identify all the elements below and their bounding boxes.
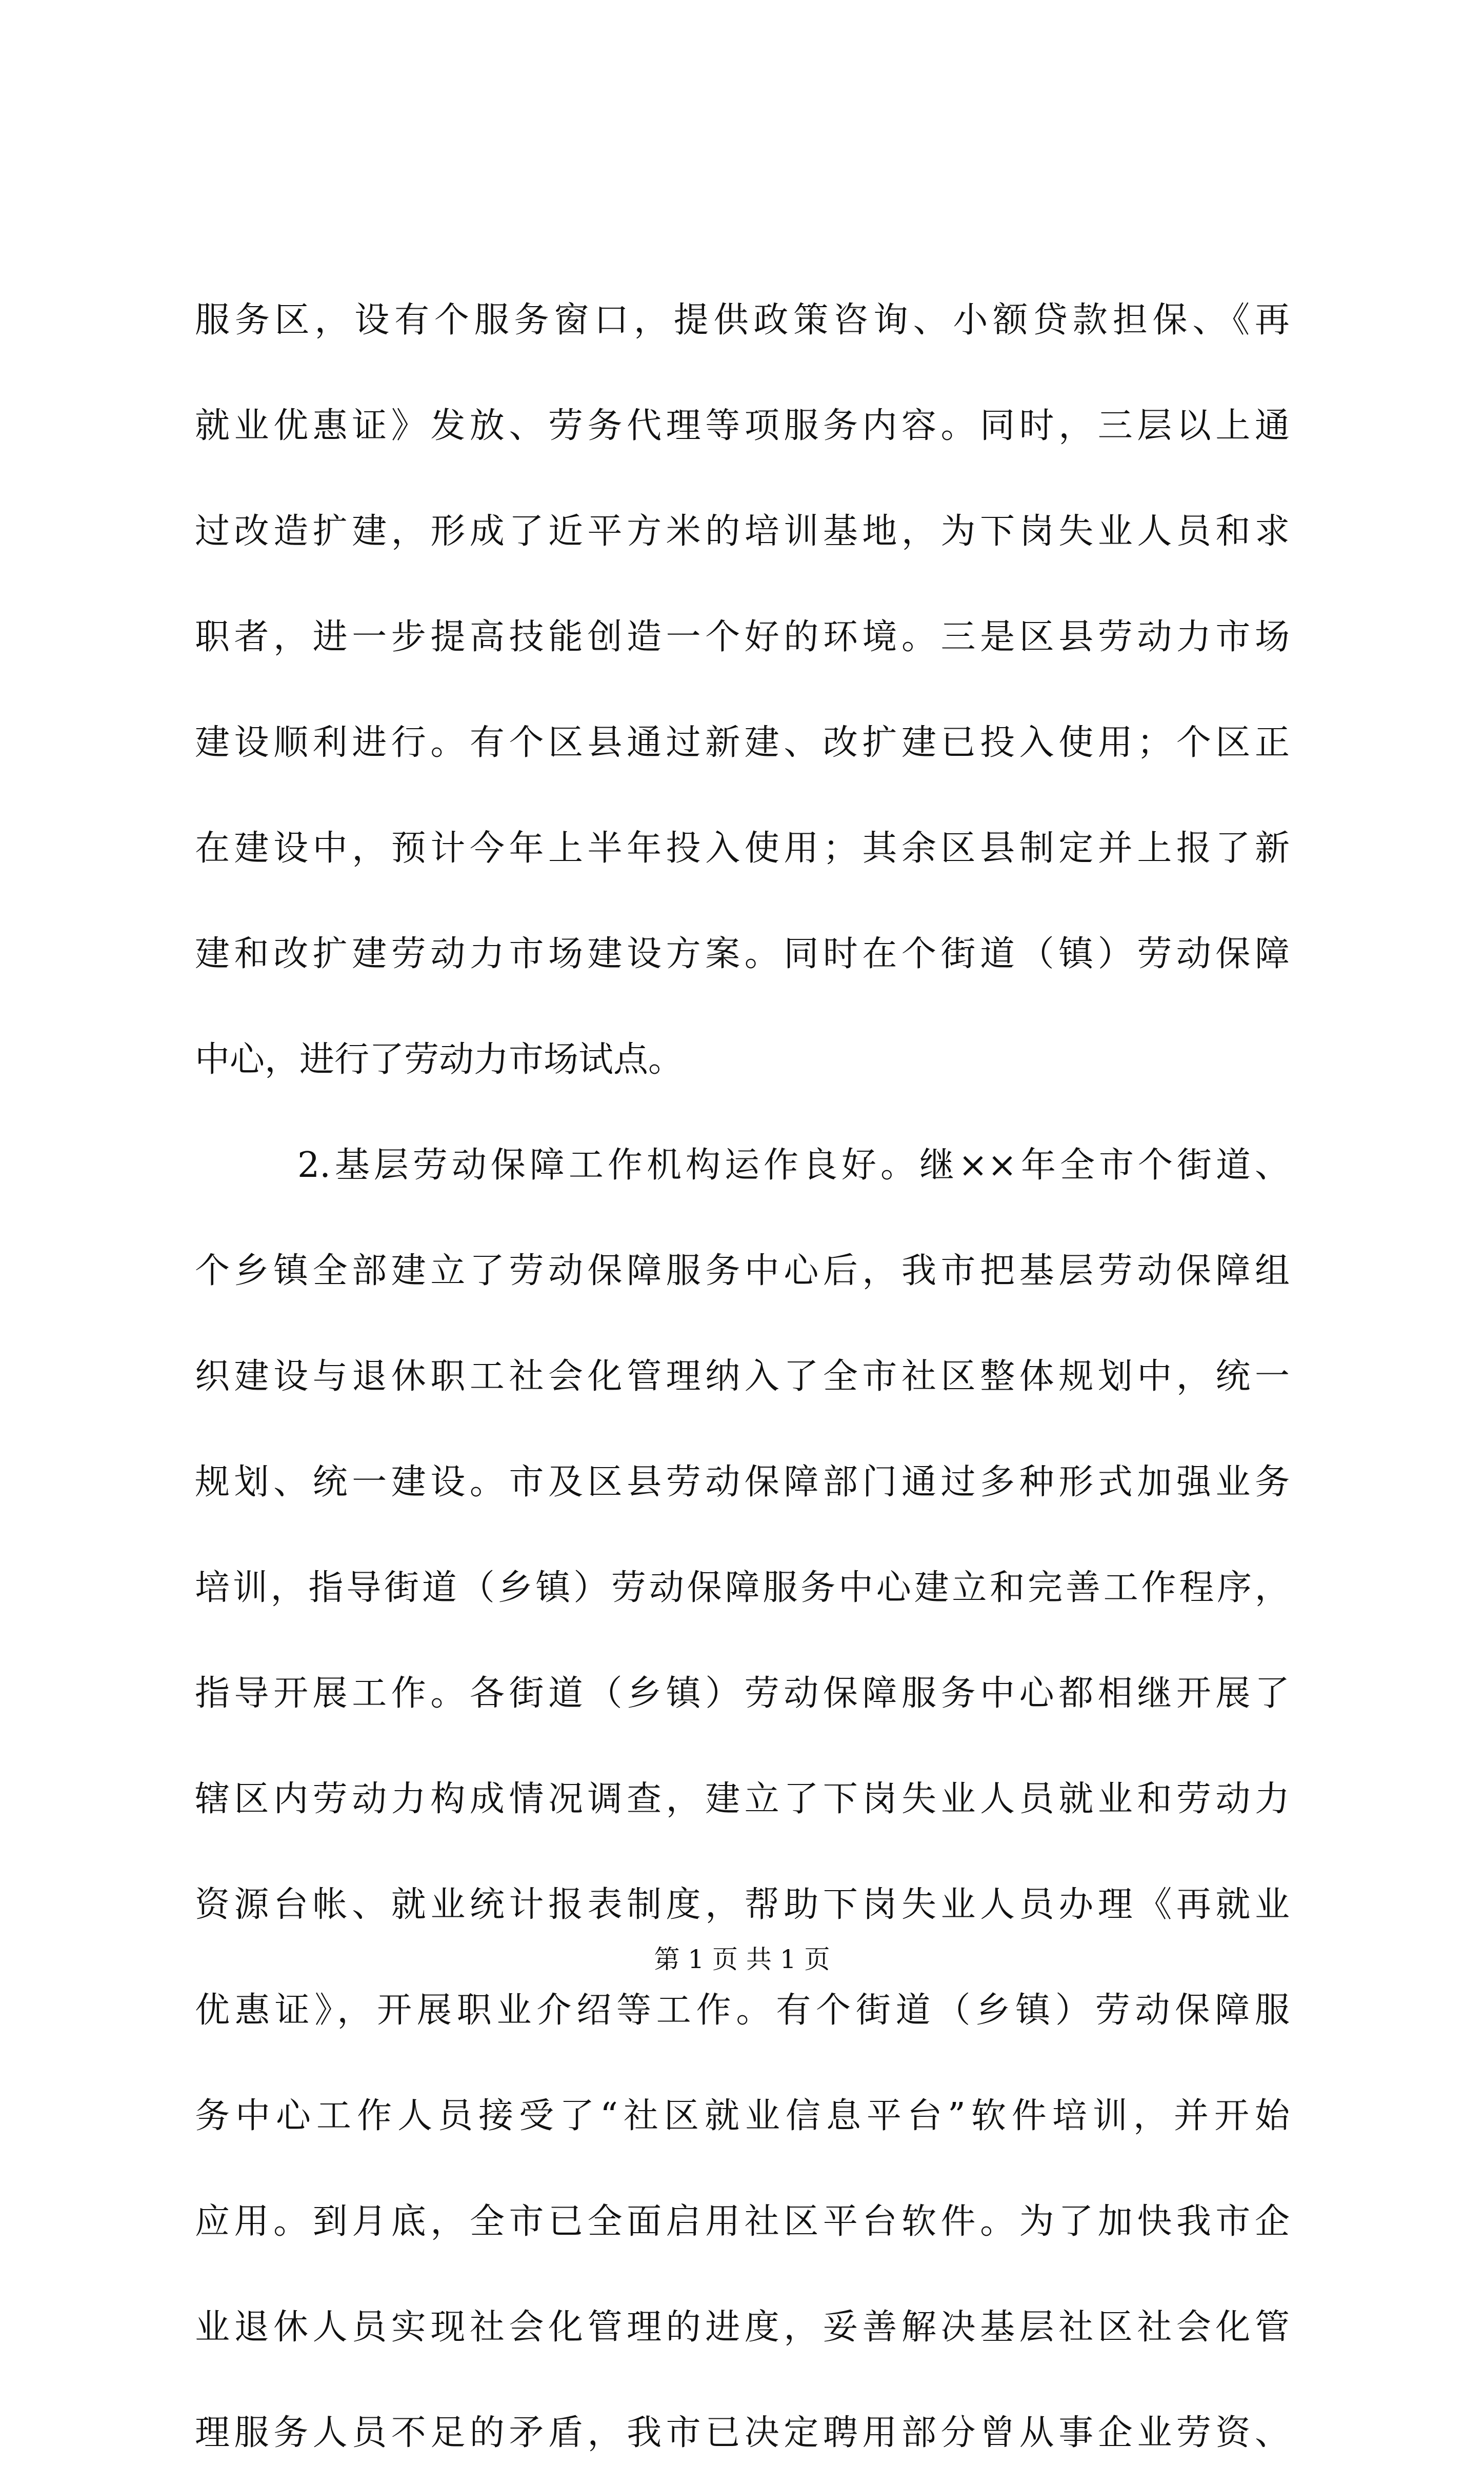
text-line: 职者，进一步提高技能创造一个好的环境。三是区县劳动力市场	[195, 617, 1290, 657]
body-text	[195, 268, 1290, 2486]
text-line: 业退休人员实现社会化管理的进度，妥善解决基层社区社会化管	[195, 2307, 1290, 2348]
text-line: 在建设中，预计今年上半年投入使用；其余区县制定并上报了新	[195, 828, 1290, 869]
page-footer	[0, 1941, 1484, 1977]
text-line: 就业优惠证》发放、劳务代理等项服务内容。同时，三层以上通	[195, 406, 1290, 446]
text-line: 培训，指导街道（乡镇）劳动保障服务中心建立和完善工作程序，	[195, 1568, 1290, 1608]
text-line: 辖区内劳动力构成情况调查，建立了下岗失业人员就业和劳动力	[195, 1779, 1290, 1819]
text-line: 务中心工作人员接受了“社区就业信息平台”软件培训，并开始	[195, 2096, 1290, 2136]
text-line: 规划、统一建设。市及区县劳动保障部门通过多种形式加强业务	[195, 1462, 1290, 1502]
text-line: 织建设与退休职工社会化管理纳入了全市社区整体规划中，统一	[195, 1356, 1290, 1397]
text-line: 中心，进行了劳动力市场试点。	[195, 1039, 684, 1080]
text-line: 个乡镇全部建立了劳动保障服务中心后，我市把基层劳动保障组	[195, 1251, 1290, 1291]
text-line: 资源台帐、就业统计报表制度，帮助下岗失业人员办理《再就业	[195, 1884, 1290, 1925]
text-line: 指导开展工作。各街道（乡镇）劳动保障服务中心都相继开展了	[195, 1673, 1290, 1714]
text-line: 优惠证》，开展职业介绍等工作。有个街道（乡镇）劳动保障服	[195, 1990, 1290, 2031]
text-line: 过改造扩建，形成了近平方米的培训基地，为下岗失业人员和求	[195, 511, 1290, 552]
page-number-label: 第 1 页 共 1 页	[654, 1944, 830, 1974]
text-line: 建设顺利进行。有个区县通过新建、改扩建已投入使用；个区正	[195, 723, 1290, 763]
text-line: 建和改扩建劳动力市场建设方案。同时在个街道（镇）劳动保障	[195, 934, 1290, 974]
text-line: 理服务人员不足的矛盾，我市已决定聘用部分曾从事企业劳资、	[195, 2413, 1290, 2453]
text-line: 应用。到月底，全市已全面启用社区平台软件。为了加快我市企	[195, 2201, 1290, 2242]
paragraph-heading-line: 2.基层劳动保障工作机构运作良好。继××年全市个街道、	[297, 1145, 1290, 1186]
text-line: 服务区，设有个服务窗口，提供政策咨询、小额贷款担保、《再	[195, 300, 1290, 340]
